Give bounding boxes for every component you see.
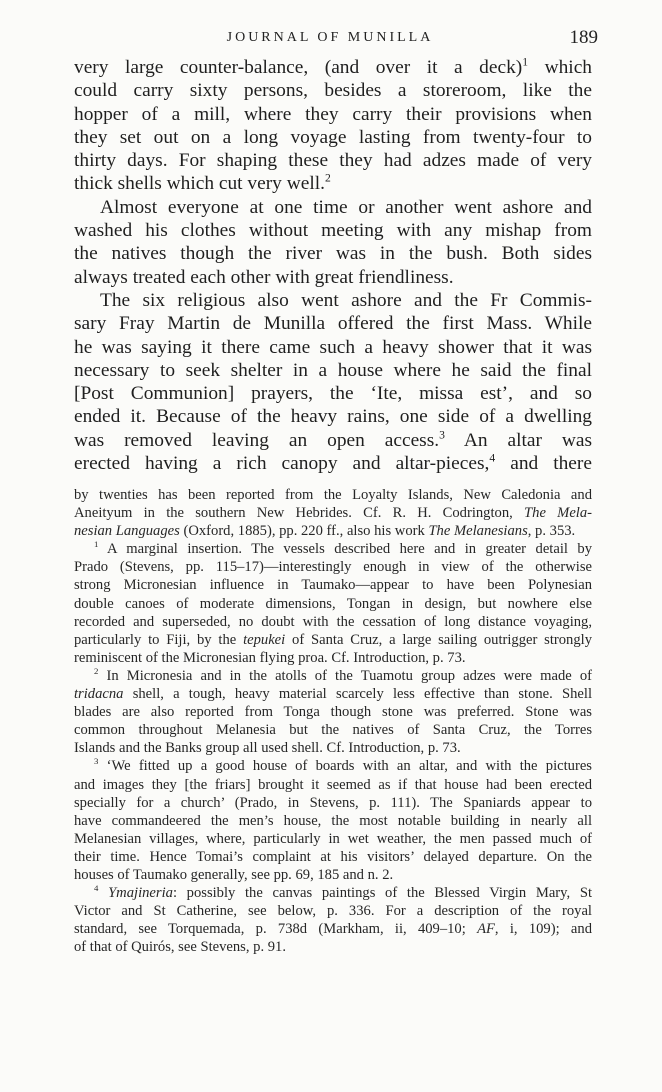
footnote-line: particularly to Fiji, by the tepukei of Santa Cruz, a large sailing outrigger strongly xyxy=(74,631,593,648)
text-line: very large counter-balance, (and over it a deck)$^1$ which xyxy=(74,55,592,78)
footnote-line: $^1$ A marginal insertion. The vessels described here and in greater detail by xyxy=(94,539,592,558)
text-line: Almost everyone at one time or another went ashore and xyxy=(100,196,592,218)
footnote-line: by twenties has been reported from the Loyalty Islands, New Caledonia and xyxy=(74,487,592,503)
text-line: was removed leaving an open access.$^3$ An altar was xyxy=(74,428,593,451)
footnote-line: $^4$ Ymajineria: possibly the canvas paintings of the Blessed Virgin Mary, St xyxy=(94,883,592,902)
footnote-line: Aneityum in the southern New Hebrides. Cf. R. H. Codrington, The Mela- xyxy=(74,505,593,522)
text-line: sary Fray Martin de Munilla offered the first Mass. While xyxy=(74,313,592,335)
main-text xyxy=(74,56,592,475)
footnote-line: tridacna shell, a tough, heavy material scarcely less effective than stone. Shell xyxy=(74,686,592,703)
footnote-number: 4 xyxy=(94,883,99,894)
footnote-line: double canoes of moderate dimensions, Tongan in design, but nowhere else xyxy=(74,595,592,612)
text-line: hopper of a mill, where they carry their provisions when xyxy=(74,103,592,125)
footnote-line: nesian Languages (Oxford, 1885), pp. 220 ff., also his work The Melanesians, p. 353. xyxy=(74,523,576,540)
footnote-line: common throughout Melanesia but the natives of Santa Cruz, the Torres xyxy=(74,722,592,739)
text-line: necessary to seek shelter in a house where he said the final xyxy=(74,359,592,381)
paragraph-2 xyxy=(74,196,592,289)
text-line: they set out on a long voyage lasting from twenty-four to xyxy=(74,126,592,148)
text-line: the natives though the river was in the bush. Both sides xyxy=(74,243,592,265)
footnote-2 xyxy=(74,667,592,757)
footnote-4 xyxy=(74,884,592,956)
footnote-line: have commandeered the men’s house, the most notable building in nearly all xyxy=(74,812,592,829)
footnotes xyxy=(74,486,592,956)
running-head xyxy=(60,27,600,54)
footnote-line: and images they [the friars] brought it seemed as if that house had been erected xyxy=(74,776,592,793)
footnote-line: Islands and the Banks group all used shell. Cf. Introduction, p. 73. xyxy=(74,740,461,757)
footnote-line: $^2$ In Micronesia and in the atolls of the Tuamotu group adzes were made of xyxy=(94,666,592,684)
footnote-line: strong Micronesian influence in Taumako—appear to have been Polynesian xyxy=(74,577,592,594)
footnote-line: Melanesian villages, where, particularly in wet weather, the men passed much of xyxy=(74,830,592,847)
page-number: 189 xyxy=(569,27,598,48)
text-line: thirty days. For shaping these they had adzes made of very xyxy=(74,150,592,172)
footnote-line: of that of Quirós, see Stevens, p. 91. xyxy=(74,939,286,956)
footnote-line: recorded and superseded, no doubt with the cessation of long distance voyaging, xyxy=(74,613,592,630)
paragraph-1 xyxy=(74,56,592,196)
footnote-line: Victor and St Catherine, see below, p. 336. For a description of the royal xyxy=(74,903,592,920)
footnote-1 xyxy=(74,540,592,667)
footnote-line: specially for a church’ (Prado, in Stevens, p. 111). The Spaniards appear to xyxy=(74,794,592,811)
footnote-ref-4: 4 xyxy=(489,451,496,465)
footnote-ref-2: 2 xyxy=(324,172,331,186)
running-title: JOURNAL OF MUNILLA xyxy=(226,30,434,45)
text-line: washed his clothes without meeting with any mishap from xyxy=(74,220,592,242)
text-line: erected having a rich canopy and altar-pieces,$^4$ and there xyxy=(74,451,592,475)
footnote-3 xyxy=(74,757,592,884)
footnote-line: reminiscent of the Micronesian flying proa. Cf. Introduction, p. 73. xyxy=(74,649,466,666)
footnote-line: houses of Taumako generally, see pp. 69, 185 and n. 2. xyxy=(74,866,394,883)
text-line: could carry sixty persons, besides a storeroom, like the xyxy=(74,80,592,102)
footnote-continuation xyxy=(74,486,592,540)
footnote-number: 3 xyxy=(94,756,99,767)
footnote-line: blades are also reported from Tonga though stone was preferred. Stone was xyxy=(74,704,592,721)
footnote-ref-3: 3 xyxy=(439,428,445,442)
text-line: he was saying it there came such a heavy shower that it was xyxy=(74,336,592,358)
footnote-line: $^3$ ‘We fitted up a good house of boards with an altar, and with the pictures xyxy=(94,756,592,775)
footnote-line: Prado (Stevens, pp. 115–17)—interestingly enough in view of the otherwise xyxy=(74,559,592,576)
paragraph-3 xyxy=(74,289,592,475)
footnote-ref-1: 1 xyxy=(522,55,529,69)
text-line: ended it. Because of the heavy rains, one side of a dwelling xyxy=(74,406,592,428)
text-line: [Post Communion] prayers, the ‘Ite, missa est’, and so xyxy=(74,383,592,405)
footnote-number: 2 xyxy=(94,666,99,677)
text-line: always treated each other with great friendliness. xyxy=(74,266,454,288)
text-line: thick shells which cut very well.$^2$ xyxy=(74,172,331,195)
footnote-line: standard, see Torquemada, p. 738d (Markham, ii, 409–10; AF, i, 109); and xyxy=(74,921,592,938)
footnote-number: 1 xyxy=(94,539,99,550)
text-line: The six religious also went ashore and the Fr Commis- xyxy=(100,289,592,311)
footnote-line: their time. Hence Tomai’s complaint at his visitors’ delayed departure. On the xyxy=(74,848,592,865)
